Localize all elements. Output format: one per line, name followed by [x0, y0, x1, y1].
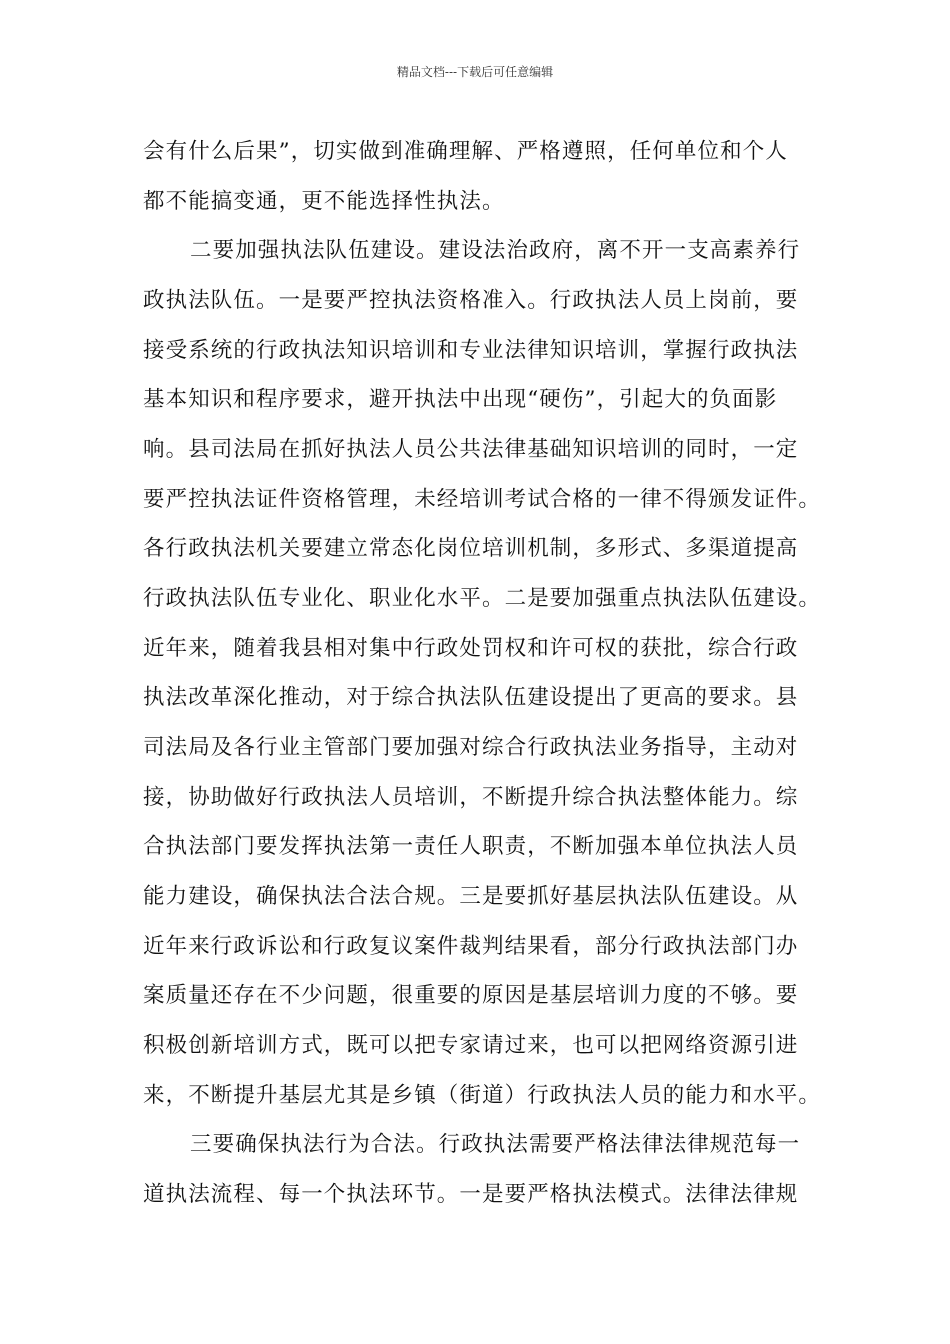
text-line: 都不能搞变通，更不能选择性执法。 [143, 189, 505, 214]
text-line: 能力建设，确保执法合法合规。三是要抓好基层执法队伍建设。从 [143, 884, 799, 909]
text-line: 会有什么后果”，切实做到准确理解、严格遵照，任何单位和个人 [143, 139, 788, 164]
text-line: 来，不断提升基层尤其是乡镇（街道）行政执法人员的能力和水平。 [143, 1083, 822, 1108]
text-line: 司法局及各行业主管部门要加强对综合行政执法业务指导，主动对 [143, 735, 799, 760]
text-line: 近年来，随着我县相对集中行政处罚权和许可权的获批，综合行政 [143, 636, 799, 661]
text-line: 接，协助做好行政执法人员培训，不断提升综合执法整体能力。综 [143, 785, 799, 810]
text-line: 基本知识和程序要求，避开执法中出现“硬伤”，引起大的负面影 [143, 387, 778, 412]
text-line: 行政执法队伍专业化、职业化水平。二是要加强重点执法队伍建设。 [143, 586, 822, 611]
page-header: 精品文档---下载后可任意编辑 [396, 65, 554, 79]
text-line: 积极创新培训方式，既可以把专家请过来，也可以把网络资源引进 [143, 1033, 799, 1058]
text-line: 各行政执法机关要建立常态化岗位培训机制，多形式、多渠道提高 [143, 536, 799, 561]
text-line: 执法改革深化推动，对于综合执法队伍建设提出了更高的要求。县 [143, 685, 799, 710]
text-line: 道执法流程、每一个执法环节。一是要严格执法模式。法律法律规 [143, 1182, 799, 1207]
text-line: 案质量还存在不少问题，很重要的原因是基层培训力度的不够。要 [143, 983, 799, 1008]
text-line: 响。县司法局在抓好执法人员公共法律基础知识培训的同时，一定 [143, 437, 799, 462]
paragraph-start-line: 三要确保执法行为合法。行政执法需要严格法律法律规范每一 [190, 1132, 801, 1157]
text-line: 合执法部门要发挥执法第一责任人职责，不断加强本单位执法人员 [143, 834, 799, 859]
text-line: 要严控执法证件资格管理，未经培训考试合格的一律不得颁发证件。 [143, 487, 822, 512]
text-line: 近年来行政诉讼和行政复议案件裁判结果看，部分行政执法部门办 [143, 934, 799, 959]
text-line: 政执法队伍。一是要严控执法资格准入。行政执法人员上岗前，要 [143, 288, 799, 313]
text-line: 接受系统的行政执法知识培训和专业法律知识培训，掌握行政执法 [143, 338, 799, 363]
paragraph-start-line: 二要加强执法队伍建设。建设法治政府，离不开一支高素养行 [190, 238, 801, 263]
